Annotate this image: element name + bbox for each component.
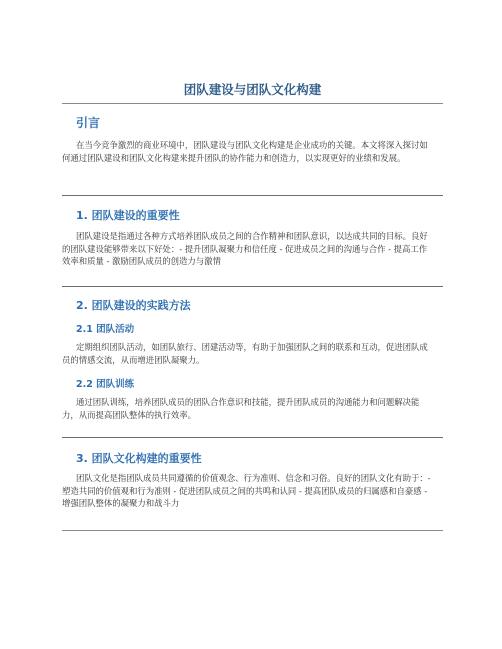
section-divider — [62, 437, 443, 438]
section-paragraph-3: 团队文化是指团队成员共同遵循的价值观念、行为准则、信念和习俗。良好的团队文化有助于：- 塑造共同的价值观和行为准则 - 促进团队成员之间的共鸣和认同 - 提高团队成员的归属感和自豪感 - 增强团队整体的凝聚力和战斗力 — [62, 473, 431, 508]
end-divider — [62, 530, 443, 531]
section-paragraph-1: 团队建设是指通过各种方式培养团队成员之间的合作精神和团队意识，以达成共同的目标。良好的团队建设能够带来以下好处：- 提升团队凝聚力和信任度 - 促进成员之间的沟通与合作 - 提高工作效率和质量 - 激励团队成员的创造力与激情 — [62, 231, 428, 266]
document-title: 团队建设与团队文化构建 — [183, 82, 322, 97]
subsection-heading-2-2: 2.2 团队训练 — [76, 379, 135, 390]
title-divider — [62, 103, 443, 104]
section-divider — [62, 286, 443, 287]
section-heading-intro: 引言 — [76, 116, 101, 130]
subsection-paragraph-2-2: 通过团队训练，培养团队成员的团队合作意识和技能，提升团队成员的沟通能力和问题解决能力，从而提高团队整体的执行效率。 — [62, 397, 420, 420]
subsection-heading-2-1: 2.1 团队活动 — [76, 324, 135, 335]
section-heading-3: 3. 团队文化构建的重要性 — [76, 452, 202, 465]
section-divider — [62, 195, 443, 196]
section-heading-1: 1. 团队建设的重要性 — [76, 209, 180, 222]
section-heading-2: 2. 团队建设的实践方法 — [76, 299, 191, 312]
section-paragraph-intro: 在当今竞争激烈的商业环境中，团队建设与团队文化构建是企业成功的关键。本文将深入探讨如何通过团队建设和团队文化构建来提升团队的协作能力和创造力，以实现更好的业绩和发展。 — [62, 140, 428, 163]
subsection-paragraph-2-1: 定期组织团队活动，如团队旅行、团建活动等，有助于加强团队之间的联系和互动，促进团队成员的情感交流，从而增进团队凝聚力。 — [62, 342, 428, 365]
